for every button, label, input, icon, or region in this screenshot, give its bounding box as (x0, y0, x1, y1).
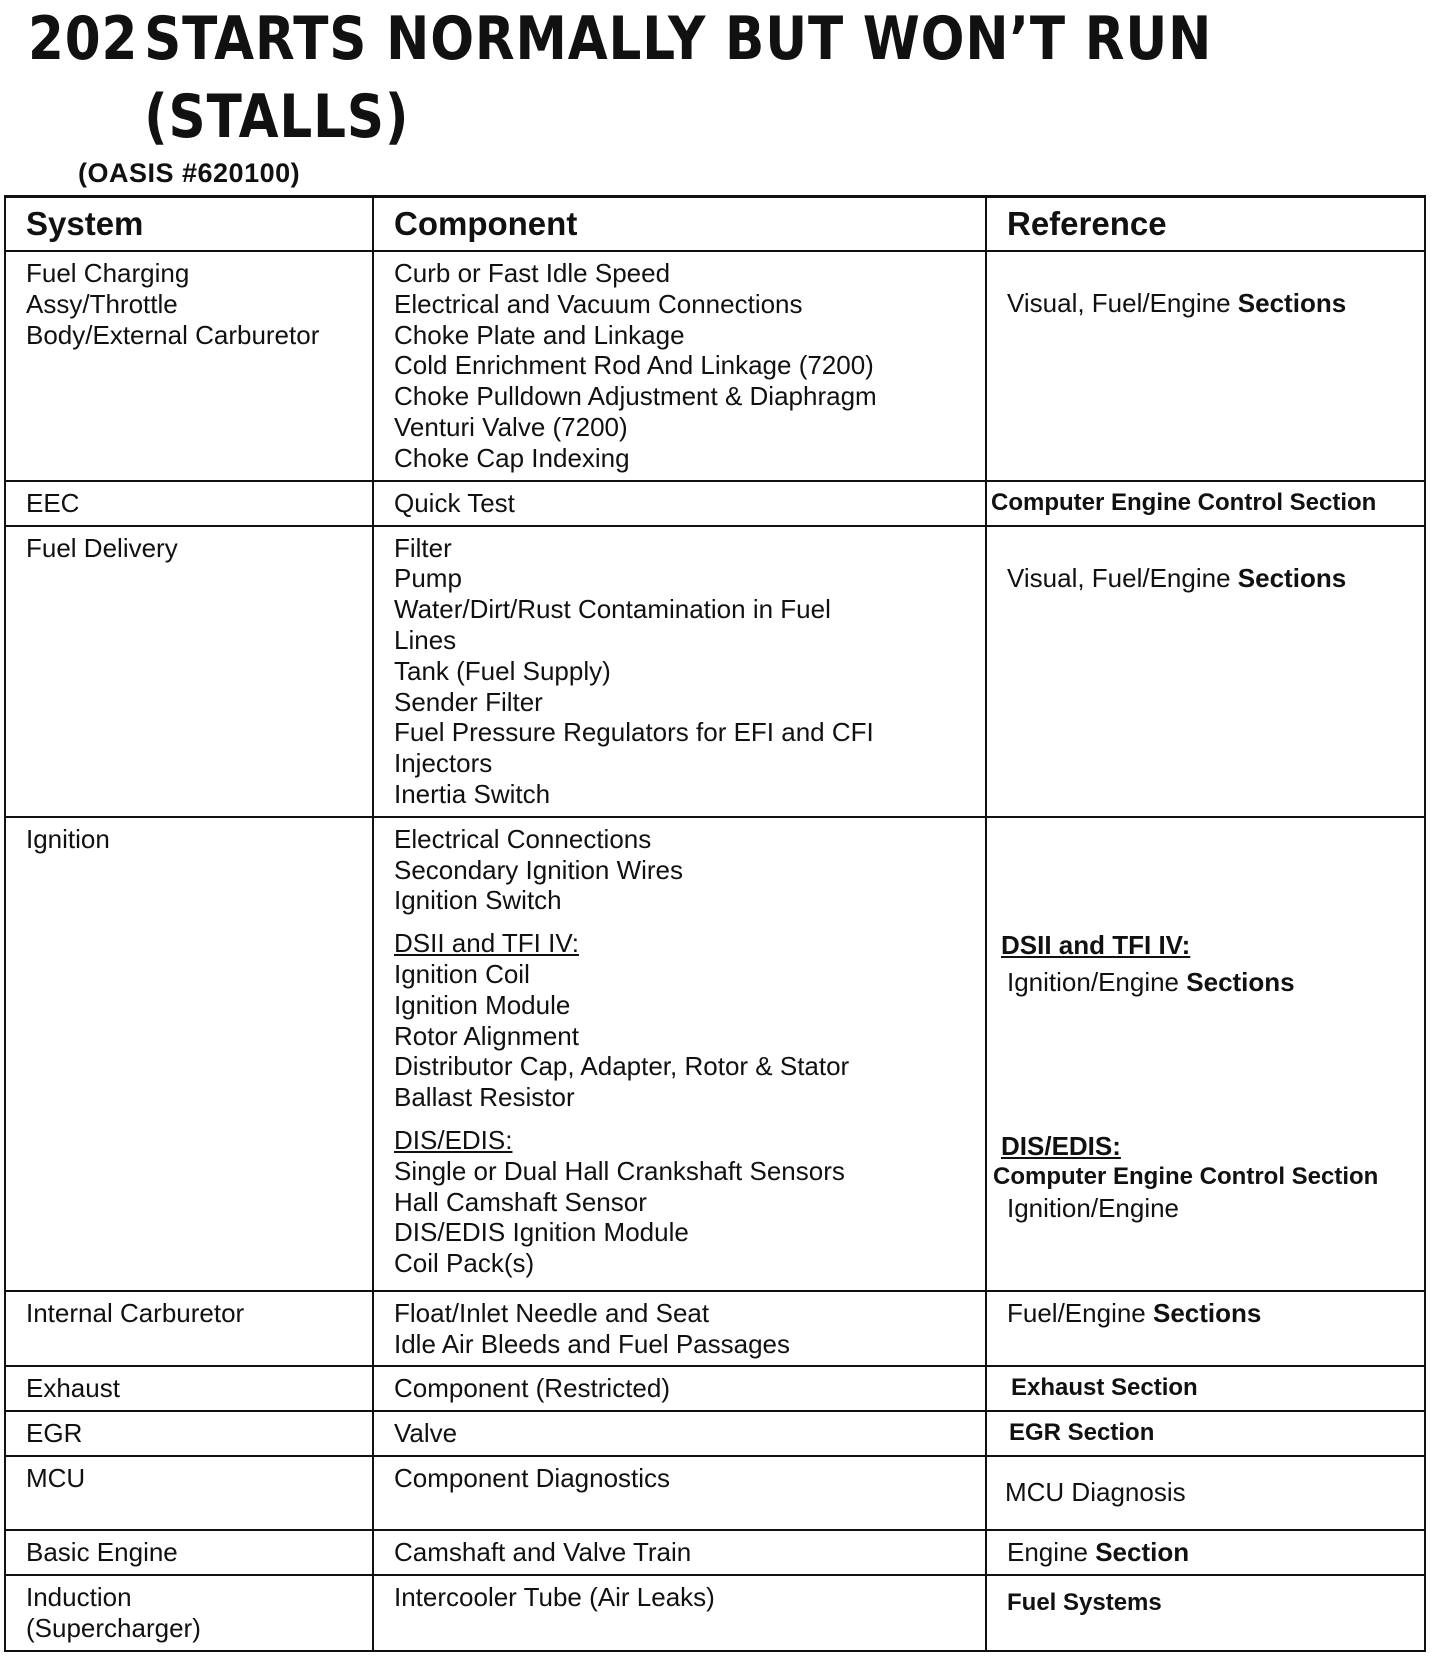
component-group-label: DIS/EDIS: (394, 1124, 513, 1155)
reference-cell (986, 1456, 1425, 1530)
reference-cell (986, 817, 1425, 1291)
system-line: MCU (26, 1463, 86, 1494)
table-row-induction (5, 1575, 1425, 1651)
system-line: Ignition (26, 823, 110, 854)
reference-text (1007, 1537, 1416, 1568)
reference-text (1007, 563, 1416, 594)
system-cell (5, 526, 373, 817)
system-cell (5, 1575, 373, 1651)
component-cell (373, 1411, 986, 1456)
component-cell (373, 481, 986, 526)
column-header-system: System (5, 197, 373, 252)
table-row-mcu (5, 1456, 1425, 1530)
system-cell (5, 1291, 373, 1367)
component-item: Idle Air Bleeds and Fuel Passages (394, 1328, 791, 1359)
component-item: Secondary Ignition Wires (394, 854, 684, 885)
reference-cell (986, 251, 1425, 481)
component-item: Rotor Alignment (394, 1020, 579, 1051)
reference-bold: Sections (1153, 1297, 1262, 1328)
component-cell (373, 1366, 986, 1411)
component-item: Component Diagnostics (394, 1463, 671, 1494)
reference-bold: Section (1095, 1537, 1190, 1568)
system-line: Induction (26, 1582, 132, 1613)
column-header-reference: Reference (986, 197, 1425, 252)
component-item: Choke Plate and Linkage (394, 319, 685, 350)
system-cell (5, 817, 373, 1291)
component-cell (373, 526, 986, 817)
component-item: Venturi Valve (7200) (394, 411, 628, 442)
component-item: Ignition Coil (394, 958, 530, 989)
page-title (28, 0, 1212, 156)
component-item: DIS/EDIS Ignition Module (394, 1217, 689, 1248)
component-item: Curb or Fast Idle Speed (394, 258, 671, 288)
system-line: Assy/Throttle (26, 288, 178, 319)
reference-cell (986, 1411, 1425, 1456)
column-header-component: Component (373, 197, 986, 252)
component-item: Valve (394, 1418, 458, 1449)
component-item: Pump (394, 563, 462, 594)
component-item: Ignition Switch (394, 885, 562, 916)
table-row-fuel-charging (5, 251, 1425, 481)
title-line-1: STARTS NORMALLY BUT WON’T RUN (144, 4, 1213, 74)
reference-plain: Ignition/Engine (1007, 966, 1180, 997)
table-row-eec (5, 481, 1425, 526)
reference-plain: Engine (1007, 1537, 1088, 1568)
component-item: Sender Filter (394, 686, 543, 717)
reference-cell (986, 481, 1425, 526)
system-line: Basic Engine (26, 1537, 178, 1568)
system-line: Exhaust (26, 1373, 120, 1404)
system-line: Body/External Carburetor (26, 319, 320, 350)
component-item: Intercooler Tube (Air Leaks) (394, 1582, 715, 1613)
component-cell (373, 1530, 986, 1575)
component-cell (373, 251, 986, 481)
reference-cell (986, 1575, 1425, 1651)
title-line-2: (STALLS) (144, 82, 410, 152)
reference-cell (986, 1291, 1425, 1367)
table-row-basic-engine (5, 1530, 1425, 1575)
component-item: Inertia Switch (394, 778, 551, 809)
reference-group-label: DSII and TFI IV: (1001, 929, 1191, 960)
reference-cell (986, 526, 1425, 817)
reference-bold: Sections (1237, 562, 1347, 593)
reference-plain: Visual, Fuel/Engine (1007, 562, 1231, 593)
component-item: Quick Test (394, 487, 515, 518)
component-item: Water/Dirt/Rust Contamination in Fuel (394, 594, 831, 625)
component-item: Camshaft and Valve Train (394, 1537, 692, 1568)
component-item: Electrical Connections (394, 823, 652, 854)
reference-group-label: DIS/EDIS: (1001, 1131, 1121, 1162)
reference-text: Ignition/Engine (1007, 1192, 1180, 1223)
system-line: Fuel Charging (26, 258, 190, 288)
reference-bold: Sections (1237, 288, 1347, 318)
component-item: Float/Inlet Needle and Seat (394, 1297, 710, 1328)
reference-plain: Visual, Fuel/Engine (1007, 288, 1231, 318)
component-item: Tank (Fuel Supply) (394, 655, 611, 686)
table-row-ignition (5, 817, 1425, 1291)
component-item: Ignition Module (394, 989, 571, 1020)
system-cell (5, 1530, 373, 1575)
group-gap (394, 916, 977, 928)
system-line: EGR (26, 1418, 83, 1449)
component-group-label: DSII and TFI IV: (394, 928, 579, 959)
component-item: Single or Dual Hall Crankshaft Sensors (394, 1155, 845, 1186)
reference-cell (986, 1530, 1425, 1575)
component-item: Choke Pulldown Adjustment & Diaphragm (394, 381, 877, 412)
reference-plain: Fuel/Engine (1007, 1297, 1146, 1328)
reference-text: Computer Engine Control Section (991, 488, 1377, 516)
reference-text (993, 967, 1416, 998)
table-row-exhaust (5, 1366, 1425, 1411)
system-cell (5, 251, 373, 481)
component-item: Distributor Cap, Adapter, Rotor & Stator (394, 1051, 850, 1082)
reference-text (1007, 288, 1416, 319)
reference-cell (986, 1366, 1425, 1411)
table-row-fuel-delivery (5, 526, 1425, 817)
component-cell (373, 1456, 986, 1530)
reference-text: Fuel Systems (1007, 1589, 1162, 1617)
component-item: Filter (394, 532, 452, 563)
reference-spacer (993, 997, 1416, 1131)
reference-spacer (993, 824, 1416, 930)
reference-text: MCU Diagnosis (1005, 1477, 1186, 1508)
component-cell (373, 1291, 986, 1367)
system-cell (5, 1411, 373, 1456)
component-item: Electrical and Vacuum Connections (394, 288, 803, 319)
reference-text: EGR Section (1009, 1419, 1155, 1447)
diagnostic-table (4, 195, 1426, 1652)
oasis-number: (OASIS #620100) (78, 158, 301, 188)
component-cell (373, 817, 986, 1291)
reference-text: Exhaust Section (1011, 1374, 1198, 1402)
component-item: Coil Pack(s) (394, 1248, 535, 1279)
component-item: Component (Restricted) (394, 1373, 670, 1404)
system-line: Internal Carburetor (26, 1297, 245, 1328)
table-row-egr (5, 1411, 1425, 1456)
reference-text: Computer Engine Control Section (993, 1163, 1379, 1191)
system-cell (5, 1456, 373, 1530)
component-item: Fuel Pressure Regulators for EFI and CFI (394, 717, 874, 748)
component-item: Choke Cap Indexing (394, 442, 630, 473)
component-cell (373, 1575, 986, 1651)
component-item: Injectors (394, 748, 493, 779)
table-row-internal-carburetor (5, 1291, 1425, 1367)
component-item: Lines (394, 624, 457, 655)
system-line: (Supercharger) (26, 1613, 201, 1644)
component-item: Ballast Resistor (394, 1082, 575, 1113)
system-line: Fuel Delivery (26, 532, 178, 563)
system-cell (5, 1366, 373, 1411)
reference-text (1007, 1298, 1416, 1329)
system-cell (5, 481, 373, 526)
reference-bold: Sections (1186, 966, 1295, 997)
table-header-row (5, 197, 1425, 252)
component-item: Hall Camshaft Sensor (394, 1186, 647, 1217)
component-item: Cold Enrichment Rod And Linkage (7200) (394, 350, 874, 381)
group-gap (394, 1113, 977, 1125)
diagnostic-code: 202 (28, 4, 139, 74)
system-line: EEC (26, 487, 80, 518)
